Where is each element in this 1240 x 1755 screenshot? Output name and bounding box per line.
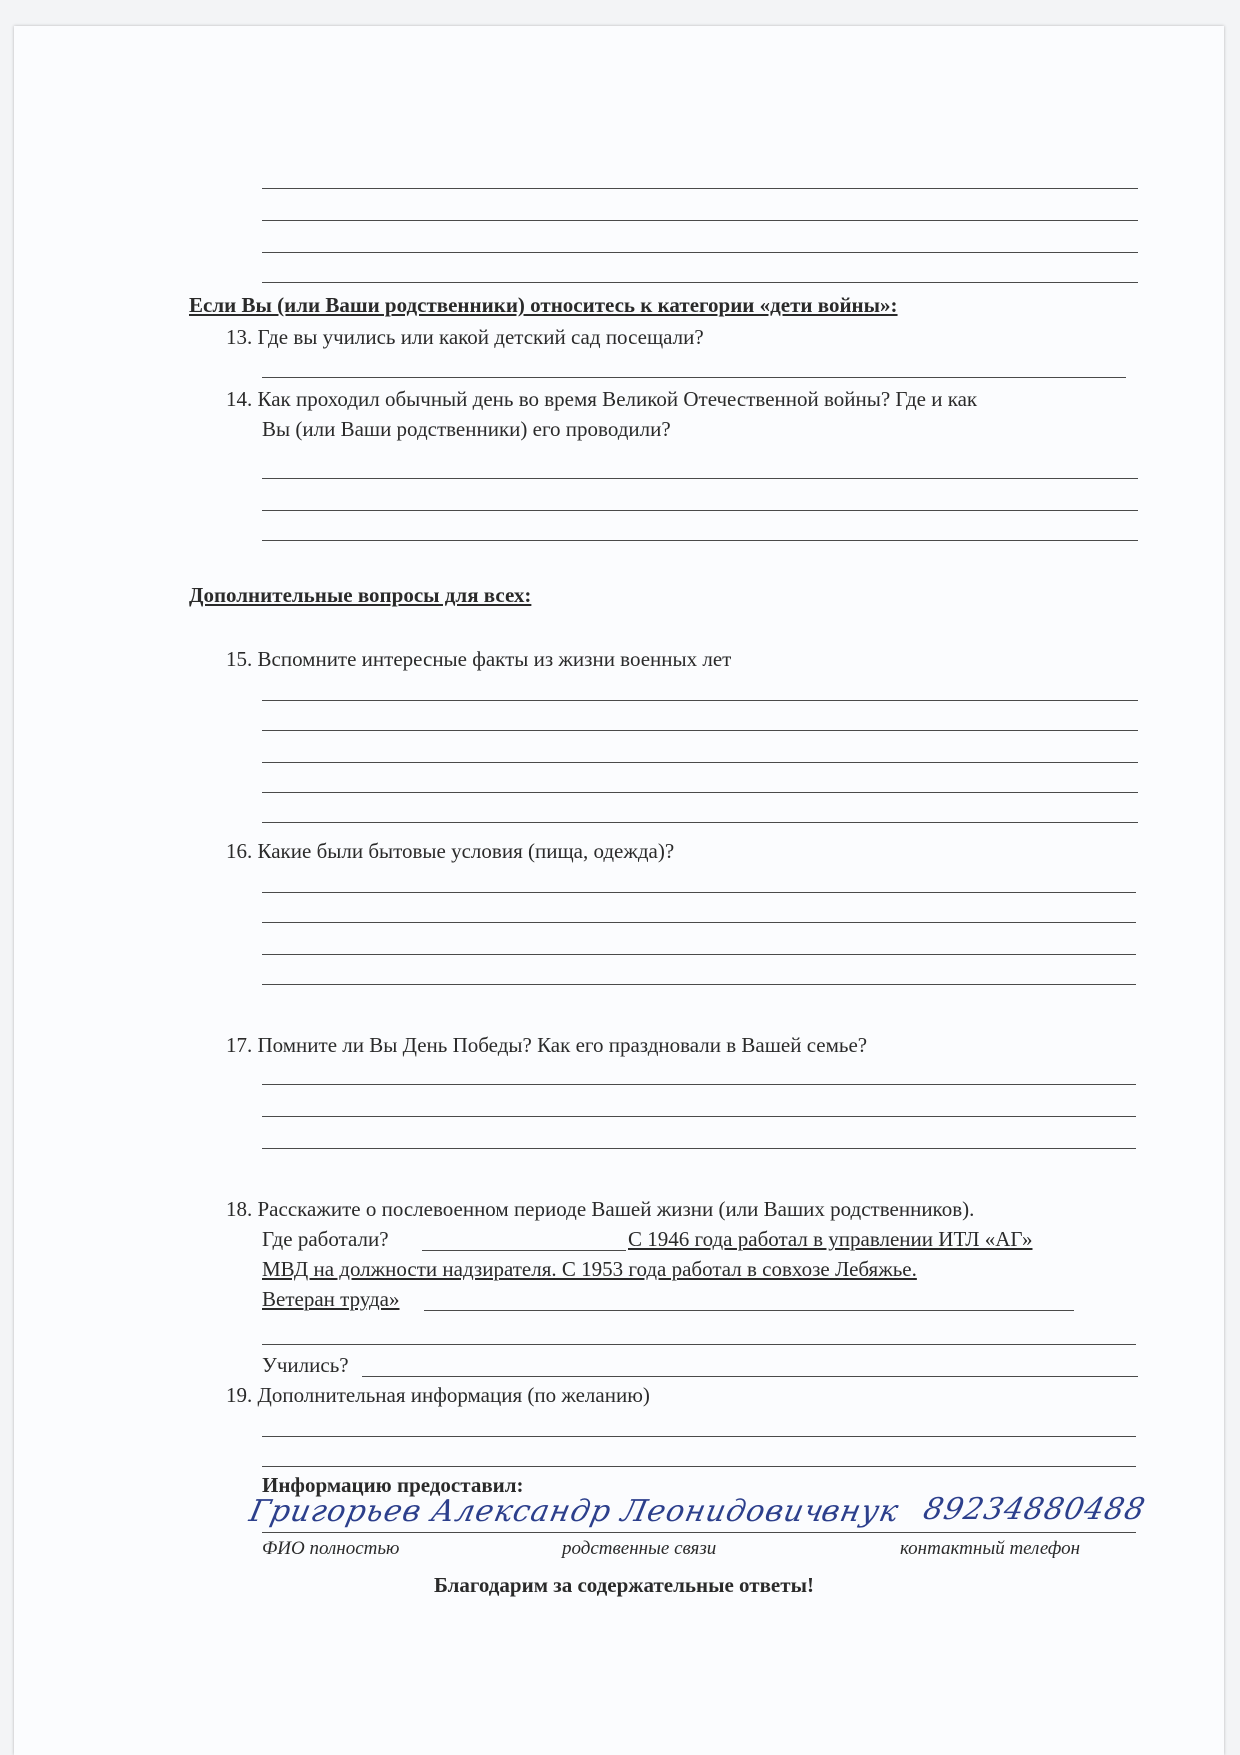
question-16: 16. Какие были бытовые условия (пища, одежда)?	[226, 839, 675, 863]
question-19: 19. Дополнительная информация (по желанию)	[226, 1383, 650, 1407]
answer-line[interactable]	[262, 700, 1138, 701]
answer-line[interactable]	[262, 762, 1138, 763]
question-18-line1: 18. Расскажите о послевоенном периоде Вашей жизни (или Ваших родственников).	[226, 1197, 975, 1221]
question-18-studied-label: Учились?	[262, 1353, 349, 1377]
handwritten-relation: внук	[818, 1494, 903, 1529]
section-heading-children-of-war: Если Вы (или Ваши родственники) относитесь к категории «дети войны»:	[189, 293, 898, 317]
answer-line[interactable]	[262, 922, 1136, 923]
question-13: 13. Где вы учились или какой детский сад посещали?	[226, 325, 704, 349]
answer-line[interactable]	[262, 1344, 1136, 1345]
answer-line[interactable]	[424, 1310, 1074, 1311]
answer-line[interactable]	[262, 1466, 1136, 1467]
answer-line[interactable]	[262, 252, 1138, 253]
question-17: 17. Помните ли Вы День Победы? Как его праздновали в Вашей семье?	[226, 1033, 868, 1057]
answer-line[interactable]	[262, 188, 1138, 189]
answer-line[interactable]	[262, 984, 1136, 985]
answer-line[interactable]	[262, 1084, 1136, 1085]
answer-line[interactable]	[262, 822, 1138, 823]
answer-line[interactable]	[262, 540, 1138, 541]
caption-phone: контактный телефон	[900, 1538, 1081, 1559]
question-15: 15. Вспомните интересные факты из жизни военных лет	[226, 647, 732, 671]
question-14-line2: Вы (или Ваши родственники) его проводили?	[262, 417, 671, 441]
section-heading-for-everyone: Дополнительные вопросы для всех:	[189, 583, 532, 607]
answer-line[interactable]	[262, 954, 1136, 955]
answer-line[interactable]	[262, 1148, 1136, 1149]
answer-line[interactable]	[262, 1436, 1136, 1437]
answer-line[interactable]	[262, 892, 1136, 893]
answer-line[interactable]	[262, 220, 1138, 221]
handwritten-phone: 89234880488	[920, 1492, 1149, 1527]
questionnaire-page	[14, 26, 1224, 1755]
answer-line[interactable]	[262, 377, 1126, 378]
answer-line[interactable]	[262, 792, 1138, 793]
caption-relation: родственные связи	[562, 1538, 717, 1559]
question-18-worked-label: Где работали?	[262, 1227, 389, 1251]
question-18-answer-line1: С 1946 года работал в управлении ИТЛ «АГ»	[628, 1227, 1033, 1251]
provided-by-label: Информацию предоставил:	[262, 1473, 524, 1497]
caption-full-name: ФИО полностью	[262, 1538, 400, 1559]
answer-line[interactable]	[262, 510, 1138, 511]
answer-line[interactable]	[422, 1250, 626, 1251]
answer-line[interactable]	[262, 282, 1138, 283]
answer-line[interactable]	[362, 1376, 1138, 1377]
answer-line[interactable]	[262, 1116, 1136, 1117]
thank-you-message: Благодарим за содержательные ответы!	[434, 1573, 814, 1597]
answer-line[interactable]	[262, 730, 1138, 731]
handwritten-full-name: Григорьев Александр Леонидович	[246, 1494, 828, 1529]
question-18-answer-line2: МВД на должности надзирателя. С 1953 года работал в совхозе Лебяжье.	[262, 1257, 917, 1281]
signature-line[interactable]	[262, 1532, 1136, 1533]
question-14-line1: 14. Как проходил обычный день во время Великой Отечественной войны? Где и как	[226, 387, 978, 411]
question-18-answer-line3: Ветеран труда»	[262, 1287, 400, 1311]
answer-line[interactable]	[262, 478, 1138, 479]
